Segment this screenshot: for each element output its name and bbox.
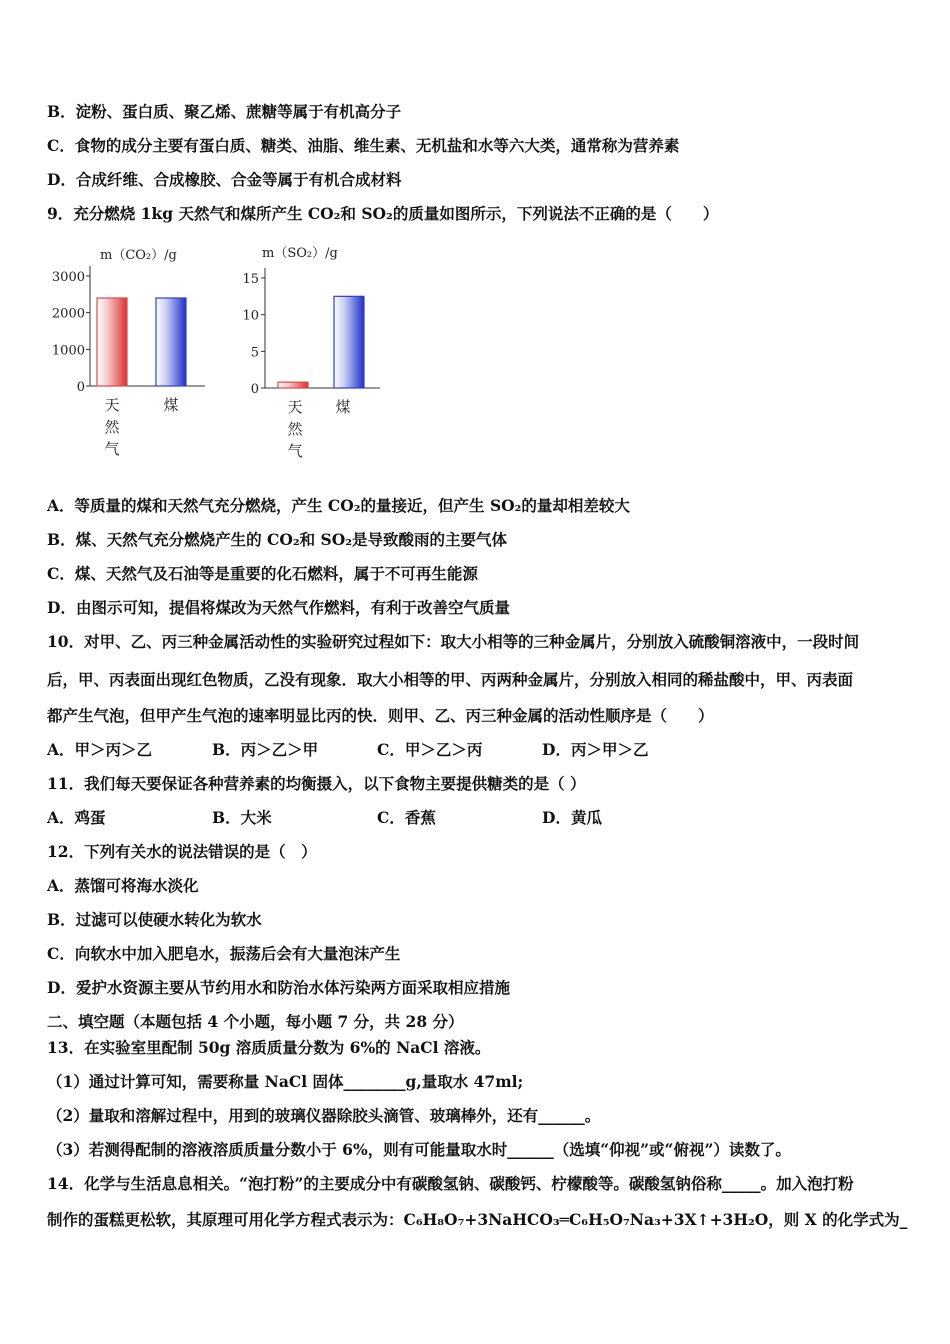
chart-0-tick-label: 3000 <box>51 270 85 285</box>
chart-0-bar-natural-gas <box>97 298 127 386</box>
chart-1-bar-coal <box>334 296 364 388</box>
chart-0-tick-label: 2000 <box>51 306 85 322</box>
question-14-line2: 制作的蛋糕更松软，其原理可用化学方程式表示为：C₆H₈O₇+3NaHCO₃═C₆H₅O₇Na₃+3X↑+3H₂O，则 X 的化学式为_ <box>47 1210 908 1229</box>
chart-1-category-label: 气 <box>287 442 303 460</box>
q11-option-c: C．香蕉 <box>377 808 436 827</box>
chart-1-tick-label: 5 <box>250 345 259 361</box>
q10-option-b: B．丙＞乙＞甲 <box>212 740 319 759</box>
chart-1-category-label: 然 <box>287 420 303 438</box>
chart-0-tick-label: 0 <box>76 380 85 395</box>
chart-1-category-label: 天 <box>287 398 303 416</box>
option-d-line: D．合成纤维、合成橡胶、合金等属于有机合成材料 <box>47 170 402 189</box>
chart-1-bar-natural-gas <box>278 382 308 388</box>
question-13-part2: （2）量取和溶解过程中，用到的玻璃仪器除胶头滴管、玻璃棒外，还有______。 <box>47 1106 601 1125</box>
q12-option-a: A．蒸馏可将海水淡化 <box>47 876 199 895</box>
q11-option-a: A．鸡蛋 <box>47 808 106 827</box>
question-10-line2: 后，甲、丙表面出现红色物质，乙没有现象．取大小相等的甲、丙两种金属片，分别放入相同的稀盐酸中，甲、丙表面 <box>47 670 854 689</box>
q9-option-a: A．等质量的煤和天然气充分燃烧，产生 CO₂的量接近，但产生 SO₂的量却相差较大 <box>47 496 630 515</box>
chart-0-ylabel: m（CO₂）/g <box>100 248 177 263</box>
section-2-heading: 二、填空题（本题包括 4 个小题，每小题 7 分，共 28 分） <box>47 1012 464 1031</box>
chart-0-category-label: 然 <box>104 418 120 436</box>
q11-option-d: D．黄瓜 <box>542 808 602 827</box>
q9-charts-svg <box>40 236 400 472</box>
option-c-line: C．食物的成分主要有蛋白质、糖类、油脂、维生素、无机盐和水等六大类，通常称为营养素 <box>47 136 680 155</box>
chart-0-tick-label: 1000 <box>51 343 85 359</box>
question-12: 12．下列有关水的说法错误的是（ ） <box>47 842 317 861</box>
chart-1-category-label: 煤 <box>335 398 351 416</box>
q9-option-b: B．煤、天然气充分燃烧产生的 CO₂和 SO₂是导致酸雨的主要气体 <box>47 530 508 549</box>
question-14-line1: 14．化学与生活息息相关。“泡打粉”的主要成分中有碳酸氢钠、碳酸钙、柠檬酸等。碳酸氢钠俗称_____。加入泡打粉 <box>47 1174 854 1193</box>
chart-0-category-label: 天 <box>104 396 120 414</box>
q12-option-d: D．爱护水资源主要从节约用水和防治水体污染两方面采取相应措施 <box>47 978 510 997</box>
question-10-line3: 都产生气泡，但甲产生气泡的速率明显比丙的快．则甲、乙、丙三种金属的活动性顺序是（ ） <box>47 706 714 725</box>
q9-figure <box>40 236 400 472</box>
chart-0-bar-coal <box>156 298 186 386</box>
q11-option-b: B．大米 <box>212 808 272 827</box>
question-10-line1: 10．对甲、乙、丙三种金属活动性的实验研究过程如下：取大小相等的三种金属片，分别放入硫酸铜溶液中，一段时间 <box>47 632 860 651</box>
question-13: 13．在实验室里配制 50g 溶质质量分数为 6%的 NaCl 溶液。 <box>47 1038 491 1057</box>
chart-1-ylabel: m（SO₂）/g <box>262 246 338 261</box>
question-9: 9．充分燃烧 1kg 天然气和煤所产生 CO₂和 SO₂的质量如图所示，下列说法不正确的是（ ） <box>47 204 719 223</box>
q10-option-c: C．甲＞乙＞丙 <box>377 740 483 759</box>
chart-1-tick-label: 15 <box>242 272 259 287</box>
chart-1-tick-label: 10 <box>242 308 259 324</box>
q12-option-c: C．向软水中加入肥皂水，振荡后会有大量泡沫产生 <box>47 944 401 963</box>
q10-option-a: A．甲＞丙＞乙 <box>47 740 153 759</box>
q9-option-c: C．煤、天然气及石油等是重要的化石燃料，属于不可再生能源 <box>47 564 478 583</box>
chart-1-tick-label: 0 <box>250 382 259 397</box>
chart-0-category-label: 气 <box>104 440 120 458</box>
question-13-part3: （3）若测得配制的溶液溶质质量分数小于 6%，则有可能量取水时______（选填“仰视”或“俯视”）读数了。 <box>47 1140 791 1159</box>
q12-option-b: B．过滤可以使硬水转化为软水 <box>47 910 262 929</box>
q9-option-d: D．由图示可知，提倡将煤改为天然气作燃料，有利于改善空气质量 <box>47 598 510 617</box>
question-11: 11．我们每天要保证各种营养素的均衡摄入，以下食物主要提供糖类的是（ ） <box>47 774 586 793</box>
option-b-line: B．淀粉、蛋白质、聚乙烯、蔗糖等属于有机高分子 <box>47 102 402 121</box>
q10-option-d: D．丙＞甲＞乙 <box>542 740 649 759</box>
question-13-part1: （1）通过计算可知，需要称量 NaCl 固体________g,量取水 47ml; <box>47 1072 524 1091</box>
chart-0-category-label: 煤 <box>163 396 179 414</box>
